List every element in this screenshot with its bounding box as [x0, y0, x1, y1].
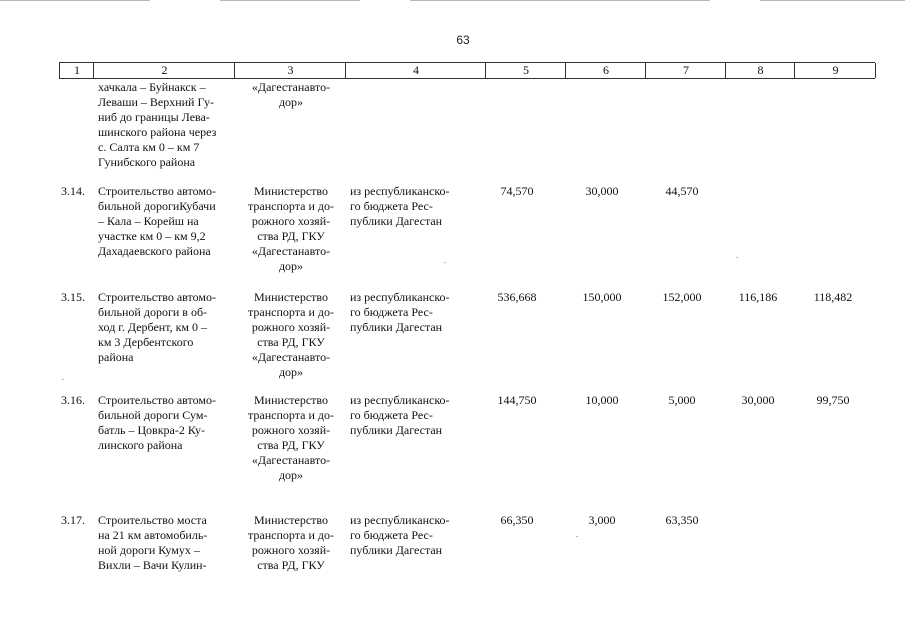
row-number: 3.14. [61, 184, 85, 198]
row-name: Строительство моста на 21 км автомобиль- ной дороги Кумух – Вихли – Вачи Кулин- [98, 513, 208, 572]
scan-speck [576, 536, 578, 537]
row-col6: 3,000 [588, 513, 616, 527]
scan-speck [444, 262, 446, 263]
row-source: из республиканско- го бюджета Рес- публики Дагестан [350, 393, 450, 437]
scan-edge-line [760, 0, 905, 1]
scan-edge-line [410, 0, 710, 1]
row-name: Строительство автомо- бильной дороги Сум- батль – Цовкра-2 Ку- линского района [98, 393, 216, 452]
header-col-1: 1 [59, 63, 94, 78]
row-executor: Министерство транспорта и до- рожного хозяй- ства РД, ГКУ «Дагестанавто- дор» [248, 184, 334, 273]
row-col5: 74,570 [500, 184, 534, 198]
header-col-9: 9 [794, 63, 876, 78]
row-source: из республиканско- го бюджета Рес- публики Дагестан [350, 290, 450, 334]
row-col7: 63,350 [665, 513, 699, 527]
row-col7: 5,000 [668, 393, 696, 407]
row-col9: 99,750 [816, 393, 850, 407]
row-number: 3.15. [61, 290, 85, 304]
row-source: из республиканско- го бюджета Рес- публики Дагестан [350, 184, 450, 228]
row-col5: 66,350 [500, 513, 534, 527]
header-col-3: 3 [234, 63, 346, 78]
header-col-8: 8 [725, 63, 795, 78]
row-col9: 118,482 [813, 290, 853, 304]
row-source: из республиканско- го бюджета Рес- публики Дагестан [350, 513, 450, 557]
row-name: Строительство автомо- бильной дорогиКубачи – Кала – Корейш на участке км 0 – км 9,2 Дахадаевского района [98, 184, 216, 258]
row-number: 3.16. [61, 393, 85, 407]
scan-speck [62, 379, 64, 380]
row-number: 3.17. [61, 513, 85, 527]
row-col7: 152,000 [662, 290, 702, 304]
header-col-6: 6 [565, 63, 646, 78]
row-col8: 116,186 [738, 290, 778, 304]
table-header-row [59, 62, 875, 79]
row-col5: 536,668 [497, 290, 537, 304]
continuation-name: хачкала – Буйнакск – Леваши – Верхний Гу- ниб до границы Лева- шинского района через с. Салта км 0 – км 7 Гунибского района [98, 80, 217, 169]
row-col7: 44,570 [665, 184, 699, 198]
scan-edge-line [0, 0, 150, 1]
header-right-border [875, 63, 876, 78]
header-col-7: 7 [645, 63, 726, 78]
scan-edge-line [220, 0, 360, 1]
row-col5: 144,750 [497, 393, 537, 407]
page-number: 63 [456, 33, 470, 47]
header-col-5: 5 [485, 63, 566, 78]
continuation-executor: «Дагестанавто- дор» [251, 80, 331, 109]
row-col8: 30,000 [741, 393, 775, 407]
row-col6: 10,000 [585, 393, 619, 407]
row-col6: 30,000 [585, 184, 619, 198]
scan-speck [736, 257, 738, 258]
row-executor: Министерство транспорта и до- рожного хозяй- ства РД, ГКУ «Дагестанавто- дор» [248, 290, 334, 379]
header-col-2: 2 [93, 63, 235, 78]
row-executor: Министерство транспорта и до- рожного хозяй- ства РД, ГКУ «Дагестанавто- дор» [248, 393, 334, 482]
row-col6: 150,000 [582, 290, 622, 304]
row-executor: Министерство транспорта и до- рожного хозяй- ства РД, ГКУ [248, 513, 334, 572]
header-col-4: 4 [345, 63, 486, 78]
row-name: Строительство автомо- бильной дороги в об- ход г. Дербент, км 0 – км 3 Дербентского района [98, 290, 216, 364]
